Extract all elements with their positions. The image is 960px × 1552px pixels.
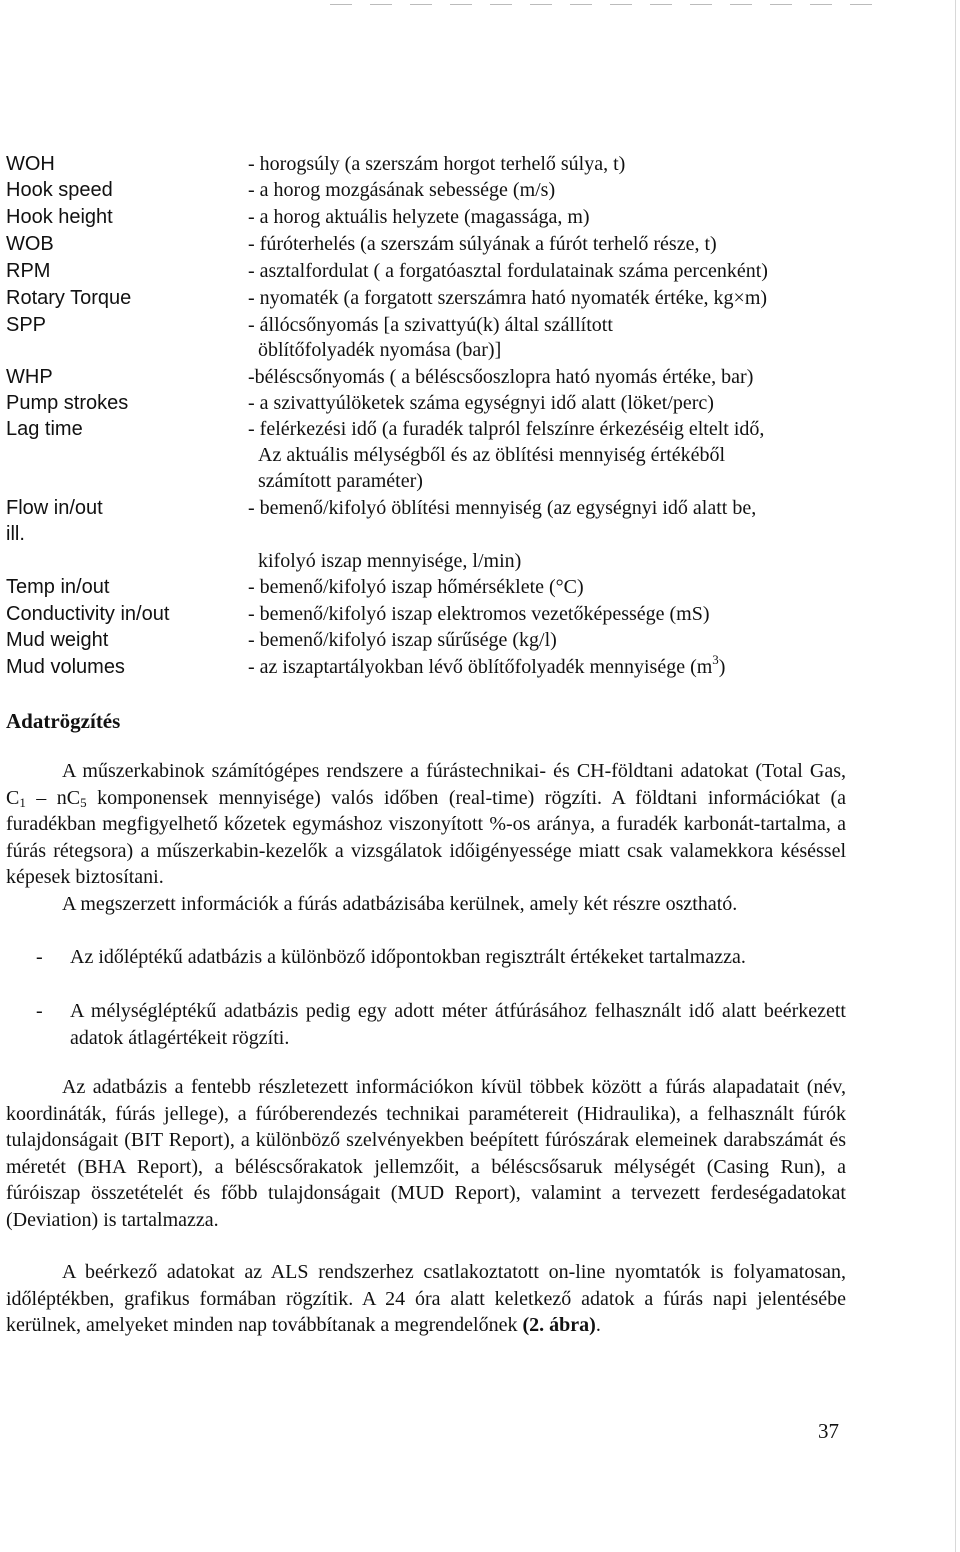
page-number: 37 xyxy=(818,1419,839,1443)
def-pump-strokes: - a szivattyúlöketek száma egységnyi idő alatt (löket/perc) xyxy=(248,392,714,414)
def-hook-height: - a horog aktuális helyzete (magassága, m) xyxy=(248,206,590,228)
paragraph-1: A műszerkabinok számítógépes rendszere a fúrástechnikai- és CH-földtani adatokat (Total Gas, $C_1 - nC_5$ komponensek mennyisége) valós időben (real-time) rögzíti. A földtani információkat (a furadékban megfigyelhető kőzetek egymáshoz viszonyított %-os aránya, a furadék karbonát-tartalma, a fúrás rétegsora) a műszerkabin-kezelők a vizsgálatok időigényessége miatt csak valamekkora késéssel képesek biztosítani. xyxy=(6,760,847,889)
def-hook-speed: - a horog mozgásának sebessége (m/s) xyxy=(248,179,556,201)
abbr-conductivity: Conductivity in/out xyxy=(6,603,170,625)
paragraph-2: A megszerzett információk a fúrás adatbázisába kerülnek, amely két részre osztható. xyxy=(62,893,738,915)
def-mud-weight: - bemenő/kifolyó iszap sűrűsége (kg/l) xyxy=(248,629,557,651)
def-mud-volumes: - az iszaptartályokban lévő öblítőfolyadék mennyisége $(m^3)$ xyxy=(248,652,726,678)
abbr-wob: WOB xyxy=(6,233,54,255)
abbr-whp: WHP xyxy=(6,366,53,388)
scan-artifact-top xyxy=(330,4,890,5)
def-rotary-torque: - nyomaték (a forgatott szerszámra ható nyomaték értéke, kg×m) xyxy=(248,287,768,309)
def-lag-time-line1: - felérkezési idő (a furadék talpról felszínre érkezéséig eltelt idő, xyxy=(248,418,765,440)
def-flow-in-out: - bemenő/kifolyó öblítési mennyiség (az egységnyi idő alatt be, xyxy=(248,497,757,519)
def-wob: - fúróterhelés (a szerszám súlyának a fúrót terhelő része, t) xyxy=(248,233,717,255)
bullet-dash: - xyxy=(36,946,43,968)
def-spp-line1: - állócsőnyomás [a szivattyú(k) által szállított xyxy=(248,314,613,336)
abbr-spp: SPP xyxy=(6,314,47,336)
abbr-flow-in-out: Flow in/out xyxy=(6,497,103,519)
abbr-mud-weight: Mud weight xyxy=(6,629,109,651)
abbr-rotary-torque: Rotary Torque xyxy=(6,287,132,309)
abbr-woh: WOH xyxy=(6,153,55,175)
bullet-dash: - xyxy=(36,1000,43,1022)
def-whp: -béléscsőnyomás ( a béléscsőoszlopra ható nyomás értéke, bar) xyxy=(248,366,754,388)
abbr-pump-strokes: Pump strokes xyxy=(6,392,129,414)
def-temp-in-out: - bemenő/kifolyó iszap hőmérséklete (°C) xyxy=(248,576,584,598)
paragraph-3: Az adatbázis a fentebb részletezett információkon kívül többek között a fúrás alapadatait (név, koordináták, fúrás jellege), a fúróberendezés technikai paramétereit (Hidraulika), a felhasznált fúrók tulajdonságait (BIT Report), a különböző szelvényekben beépített fúrószárak elemeinek darabszámát és méretét (BHA Report), a béléscsőrakatok jellemzőit, a béléscsősaruk mélységét (Casing Run), a fúróiszap összetételét és főbb tulajdonságait (MUD Report), valamint a tervezett ferdeségadatokat (Deviation) is tartalmazza. xyxy=(6,1076,846,1231)
section-heading: Adatrögzítés xyxy=(6,709,121,733)
scan-edge-line xyxy=(955,0,956,1552)
abbr-rpm: RPM xyxy=(6,260,51,282)
def-spp-line2: öblítőfolyadék nyomása (bar)] xyxy=(258,339,502,361)
abbr-hook-speed: Hook speed xyxy=(6,179,113,201)
abbr-hook-height: Hook height xyxy=(6,206,113,228)
abbr-lag-time: Lag time xyxy=(6,418,83,440)
bullet-text: A mélységléptékű adatbázis pedig egy adott méter átfúrásához felhasznált idő alatt beérkezett adatok átlagértékeit rögzíti. xyxy=(70,1000,846,1049)
def-lag-time-line2: Az aktuális mélységből és az öblítési mennyiség értékéből xyxy=(258,444,726,466)
def-woh: - horogsúly (a szerszám horgot terhelő súlya, t) xyxy=(248,153,626,175)
def-rpm: - asztalfordulat ( a forgatóasztal fordulatainak száma percenként) xyxy=(248,260,768,282)
abbr-mud-volumes: Mud volumes xyxy=(6,656,125,678)
def-flow-in-out-line2: kifolyó iszap mennyisége, l/min) xyxy=(258,550,522,572)
paragraph-4: A beérkező adatokat az ALS rendszerhez csatlakoztatott on-line nyomtatók is folyamatosan, időléptékben, grafikus formában rögzítik. A 24 óra alatt keletkező adatok a fúrás napi jelentésébe kerülnek, amelyeket minden nap továbbítanak a megrendelőnek (2. ábra). xyxy=(6,1261,846,1337)
def-lag-time-line3: számított paraméter) xyxy=(258,470,423,492)
bullet-text: Az időléptékű adatbázis a különböző időpontokban regisztrált értékeket tartalmazza. xyxy=(70,946,746,968)
def-conductivity: - bemenő/kifolyó iszap elektromos vezetőképessége (mS) xyxy=(248,603,710,625)
abbr-temp-in-out: Temp in/out xyxy=(6,576,110,598)
abbr-ill: ill. xyxy=(6,523,25,545)
